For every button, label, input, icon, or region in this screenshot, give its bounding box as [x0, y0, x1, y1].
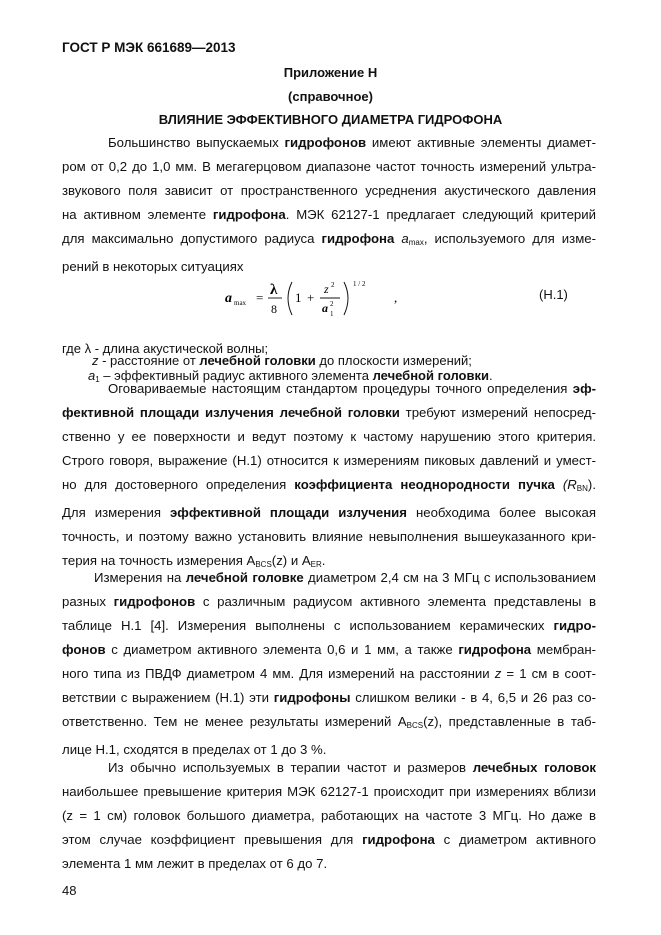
svg-text:1 / 2: 1 / 2: [353, 280, 366, 288]
svg-text:+: +: [307, 290, 315, 305]
appendix-kind: (справочное): [288, 89, 373, 104]
where-a1: $a_1$ – эффективный радиус активного элемента лечебной головки.: [88, 368, 493, 384]
svg-text:8: 8: [271, 302, 277, 316]
paragraph-procedures: Оговариваемые настоящим стандартом процедуры точного определения эф- фективной площади излучения лечебной головки требуют измерений непосред- ственно у ее поверхности и ведут поэтому к частому нарушению этого критерия. Строго говоря, выражение (Н.1) относится к измерениям пиковых давлений и умест- но для достоверного определения коэффициента неоднородности пучка $(R_{BN})$. Для измерения эффективной площади излучения необходима более высокая точность, и поэтому важно установить влияние невыполнения вышеуказанного кри- терия на точность измерения $A_{BCS}(z)$ и $A_{ER}$.: [62, 381, 597, 569]
svg-text:,: ,: [394, 290, 398, 305]
svg-text:=: =: [256, 290, 264, 305]
svg-text:a: a: [322, 301, 328, 315]
svg-text:1: 1: [330, 310, 334, 318]
where-lambda: где λ - длина акустической волны;: [62, 341, 269, 356]
svg-text:max: max: [234, 299, 247, 307]
paragraph-intro: Большинство выпускаемых гидрофонов имеют активные элементы диамет- ром от 0,2 до 1,0 мм. В мегагерцовом диапазоне частот точность измерений ультра- звукового поля зависит от пространственного усреднения акустического давления на активном элементе гидрофона. МЭК 62127-1 предлагает следующий критерий для максимально допустимого радиуса гидрофона $a_{max}$, используемого для изме- рений в некоторых ситуациях: [62, 135, 596, 274]
svg-text:1: 1: [295, 290, 302, 305]
paragraph-measurements: Измерения на лечебной головке диаметром 2,4 см на 3 МГц с использованием разных гидрофонов с различным радиусом активного элемента представлены в таблице Н.1 [4]. Измерения выполнены с использованием керамических гидро- фонов с диаметром активного элемента 0,6 и 1 мм, а также гидрофона мембран- ного типа из ПВДФ диаметром 4 мм. Для измерений на расстоянии z = 1 см в соот- ветствии с выражением (Н.1) эти гидрофоны слишком велики - в 4, 6,5 и 26 раз со- ответственно. Тем не менее результаты измерений $A_{BCS}(z)$, представленные в таб- лице Н.1, сходятся в пределах от 1 до 3 %.: [62, 570, 597, 757]
svg-text:λ: λ: [270, 282, 278, 298]
standard-code: ГОСТ Р МЭК 661689—2013: [62, 40, 236, 55]
formula-h1: [222, 277, 422, 319]
equation-number: (Н.1): [539, 287, 568, 302]
paragraph-conclusion: Из обычно используемых в терапии частот и размеров лечебных головок наибольшее превышение критерия МЭК 62127-1 происходит при измерениях вблизи (z = 1 см) головок большого диаметра, работающих на частоте 3 МГц. Но даже в этом случае коэффициент превышения для гидрофона с диаметром активного элемента 1 мм лежит в пределах от 6 до 7.: [62, 760, 596, 871]
appendix-title: ВЛИЯНИЕ ЭФФЕКТИВНОГО ДИАМЕТРА ГИДРОФОНА: [158, 112, 503, 127]
svg-text:a: a: [225, 291, 232, 306]
page-number: 48: [62, 883, 77, 898]
svg-text:2: 2: [331, 281, 335, 289]
svg-text:2: 2: [330, 300, 334, 308]
appendix-label: Приложение Н: [283, 65, 378, 80]
where-z: z - расстояние от лечебной головки до плоскости измерений;: [92, 353, 472, 368]
svg-text:z: z: [324, 282, 329, 296]
